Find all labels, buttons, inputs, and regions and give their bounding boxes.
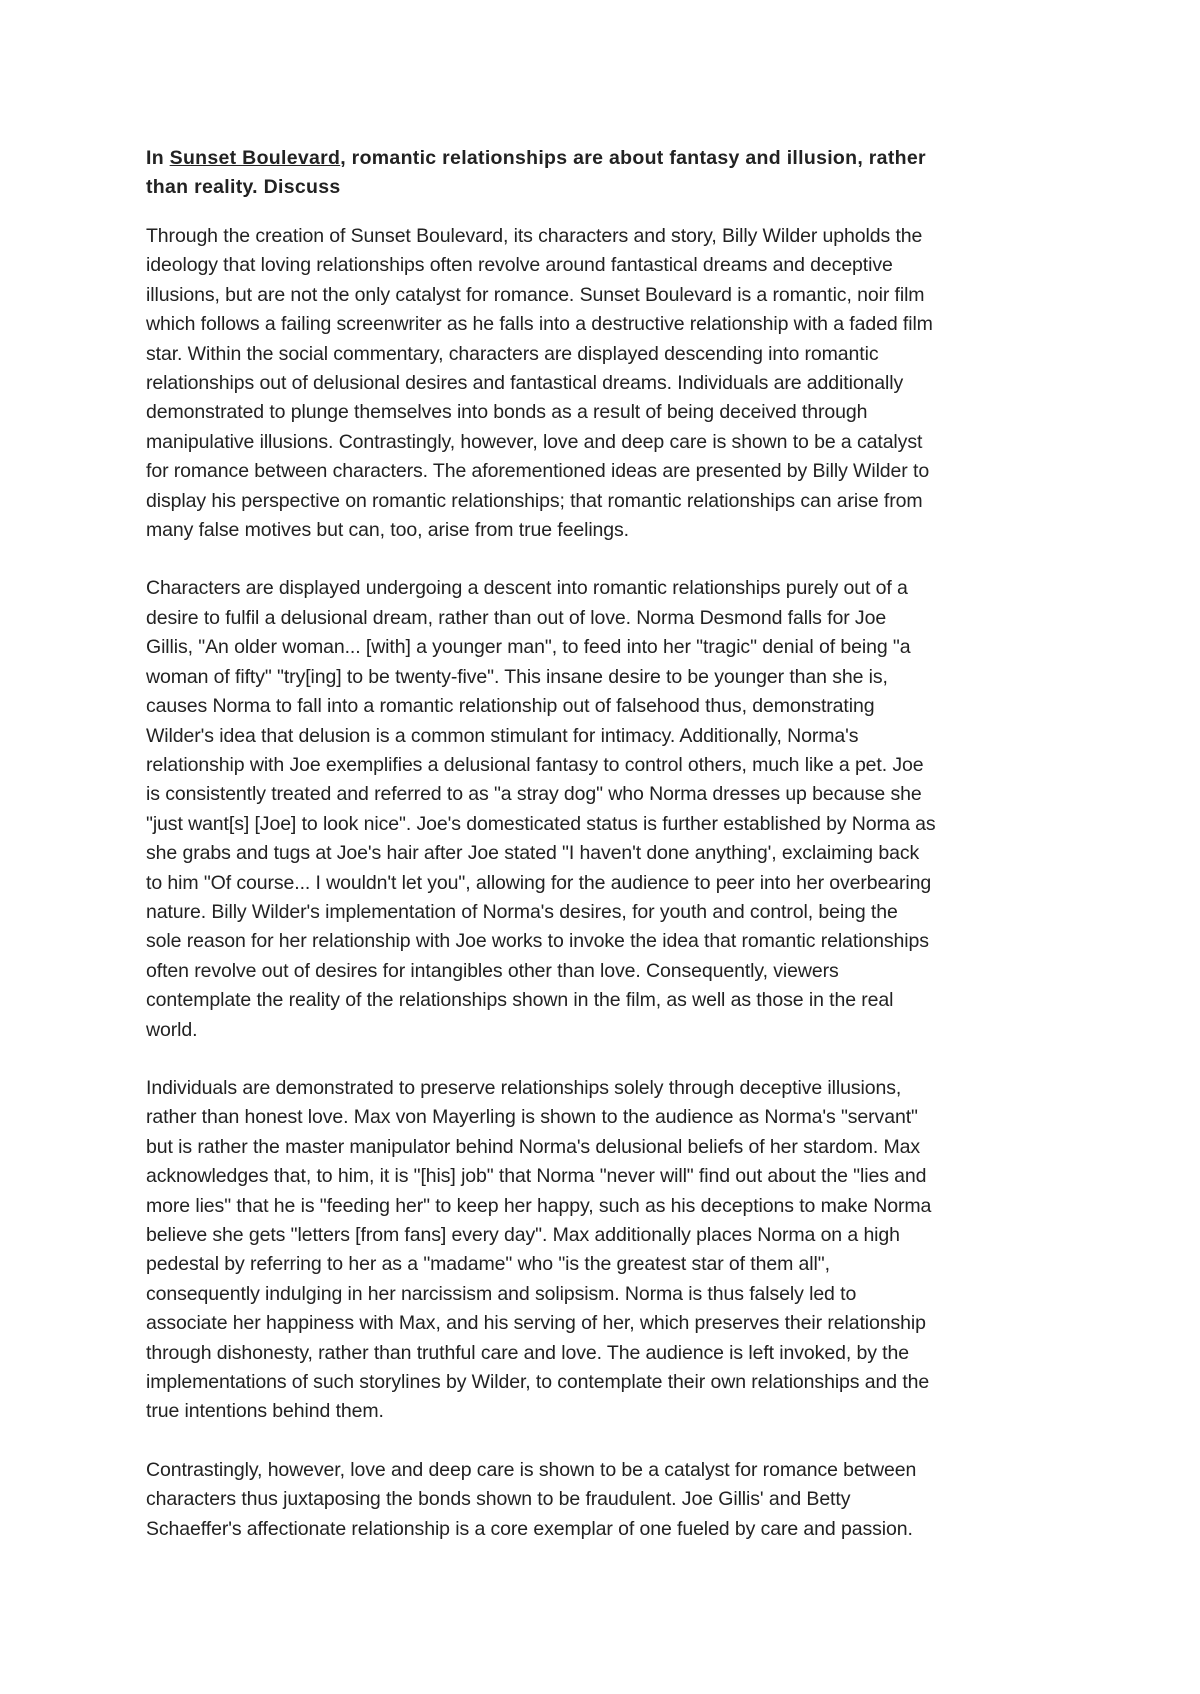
paragraph-line: but is rather the master manipulator behind Norma's delusional beliefs of her stardom. Max (146, 1135, 921, 1158)
paragraph-line: rather than honest love. Max von Mayerling is shown to the audience as Norma's "servant" (146, 1106, 918, 1129)
document-page (146, 144, 1066, 1573)
paragraph-line: implementations of such storylines by Wilder, to contemplate their own relationships and the (146, 1371, 930, 1394)
paragraph-line: illusions, but are not the only catalyst for romance. Sunset Boulevard is a romantic, noir film (146, 283, 925, 306)
paragraph-line: Gillis, "An older woman... [with] a younger man", to feed into her "tragic" denial of being "a (146, 636, 911, 659)
paragraph-line: many false motives but can, too, arise from true feelings. (146, 519, 630, 542)
paragraph-line: causes Norma to fall into a romantic relationship out of falsehood thus, demonstrating (146, 695, 875, 718)
paragraph-line: relationship with Joe exemplifies a delusional fantasy to control others, much like a pet. Joe (146, 753, 924, 776)
paragraph (146, 1456, 1066, 1544)
paragraph (146, 574, 1066, 1045)
paragraph-line: "just want[s] [Joe] to look nice". Joe's domesticated status is further established by Norma as (146, 812, 936, 835)
paragraph-line: more lies" that he is "feeding her" to keep her happy, such as his deceptions to make Norma (146, 1194, 932, 1217)
paragraph-line: display his perspective on romantic relationships; that romantic relationships can arise from (146, 489, 923, 512)
paragraph-line: contemplate the reality of the relationships shown in the film, as well as those in the real (146, 989, 894, 1012)
paragraph-line: through dishonesty, rather than truthful care and love. The audience is left invoked, by the (146, 1341, 909, 1364)
paragraph-line: ideology that loving relationships often revolve around fantastical dreams and deceptive (146, 254, 893, 277)
paragraph-line: woman of fifty" "try[ing] to be twenty-five". This insane desire to be younger than she is, (146, 665, 888, 688)
paragraph-line: associate her happiness with Max, and his serving of her, which preserves their relationship (146, 1312, 926, 1335)
title-line2: than reality. Discuss (146, 176, 341, 198)
paragraph-line: desire to fulfil a delusional dream, rather than out of love. Norma Desmond falls for Joe (146, 606, 887, 629)
title-prefix: In (146, 147, 170, 169)
paragraph-line: she grabs and tugs at Joe's hair after Joe stated "I haven't done anything', exclaiming back (146, 842, 920, 865)
paragraph-line: sole reason for her relationship with Joe works to invoke the idea that romantic relationships (146, 930, 929, 953)
paragraph-line: consequently indulging in her narcissism and solipsism. Norma is thus falsely led to (146, 1282, 857, 1305)
paragraph-line: often revolve out of desires for intangibles other than love. Consequently, viewers (146, 959, 839, 982)
paragraph-line: believe she gets "letters [from fans] every day". Max additionally places Norma on a high (146, 1224, 900, 1246)
paragraph-line: acknowledges that, to him, it is "[his] job" that Norma "never will" find out about the "lies and (146, 1165, 927, 1188)
paragraph-line: world. (146, 1018, 198, 1041)
paragraph-line: Contrastingly, however, love and deep care is shown to be a catalyst for romance between (146, 1458, 917, 1481)
paragraph-line: Through the creation of Sunset Boulevard, its characters and story, Billy Wilder upholds the (146, 225, 923, 247)
paragraph-line: pedestal by referring to her as a "madame" who "is the greatest star of them all", (146, 1253, 830, 1276)
paragraph-line: nature. Billy Wilder's implementation of Norma's desires, for youth and control, being the (146, 900, 898, 923)
paragraph-line: relationships out of delusional desires and fantastical dreams. Individuals are additionally (146, 372, 904, 395)
title-film-name: Sunset Boulevard (169, 147, 341, 169)
paragraph-line: for romance between characters. The aforementioned ideas are presented by Billy Wilder to (146, 460, 930, 483)
title-rest-line1: , romantic relationships are about fantasy and illusion, rather (340, 147, 926, 169)
paragraph-line: Characters are displayed undergoing a descent into romantic relationships purely out of a (146, 577, 908, 600)
essay-title (146, 144, 1066, 202)
paragraph-line: characters thus juxtaposing the bonds shown to be fraudulent. Joe Gillis' and Betty (146, 1488, 851, 1511)
paragraph-line: to him "Of course... I wouldn't let you", allowing for the audience to peer into her overbearing (146, 871, 932, 894)
paragraph-line: Wilder's idea that delusion is a common stimulant for intimacy. Additionally, Norma's (146, 724, 859, 747)
paragraph-line: star. Within the social commentary, characters are displayed descending into romantic (146, 342, 879, 365)
paragraph-line: which follows a failing screenwriter as he falls into a destructive relationship with a faded film (146, 313, 933, 336)
paragraph-line: demonstrated to plunge themselves into bonds as a result of being deceived through (146, 401, 868, 424)
paragraph (146, 222, 1066, 545)
paragraph-line: manipulative illusions. Contrastingly, however, love and deep care is shown to be a catalyst (146, 430, 923, 453)
paragraph (146, 1074, 1066, 1427)
essay-body (146, 222, 1066, 1544)
paragraph-line: Individuals are demonstrated to preserve relationships solely through deceptive illusions, (146, 1076, 902, 1099)
paragraph-line: Schaeffer's affectionate relationship is a core exemplar of one fueled by care and passion. (146, 1517, 913, 1540)
paragraph-line: true intentions behind them. (146, 1400, 384, 1423)
paragraph-line: is consistently treated and referred to as "a stray dog" who Norma dresses up because she (146, 783, 922, 806)
